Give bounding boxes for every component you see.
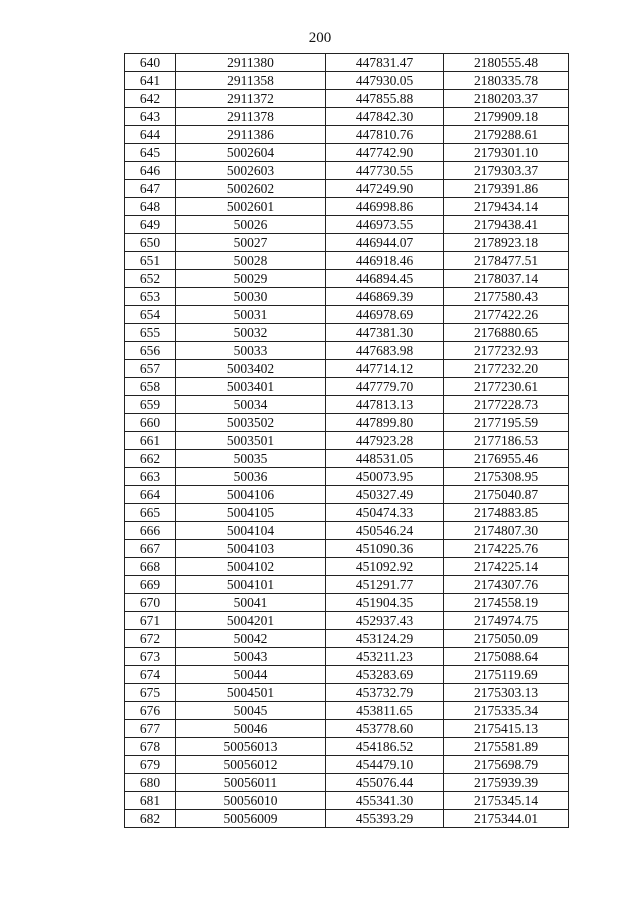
row-index-cell: 669 [125, 576, 176, 594]
x-coordinate-cell: 447842.30 [326, 108, 444, 126]
row-index-cell: 659 [125, 396, 176, 414]
x-coordinate-cell: 454479.10 [326, 756, 444, 774]
table-row [125, 342, 569, 360]
row-index-cell: 656 [125, 342, 176, 360]
x-coordinate-cell: 447779.70 [326, 378, 444, 396]
row-index-cell: 661 [125, 432, 176, 450]
point-id-cell: 50043 [176, 648, 326, 666]
y-coordinate-cell: 2174307.76 [444, 576, 569, 594]
y-coordinate-cell: 2179434.14 [444, 198, 569, 216]
y-coordinate-cell: 2175050.09 [444, 630, 569, 648]
point-id-cell: 5004106 [176, 486, 326, 504]
point-id-cell: 50031 [176, 306, 326, 324]
row-index-cell: 641 [125, 72, 176, 90]
point-id-cell: 5004201 [176, 612, 326, 630]
table-row [125, 144, 569, 162]
y-coordinate-cell: 2177422.26 [444, 306, 569, 324]
row-index-cell: 663 [125, 468, 176, 486]
y-coordinate-cell: 2179303.37 [444, 162, 569, 180]
row-index-cell: 645 [125, 144, 176, 162]
y-coordinate-cell: 2175040.87 [444, 486, 569, 504]
point-id-cell: 50030 [176, 288, 326, 306]
point-id-cell: 5003402 [176, 360, 326, 378]
row-index-cell: 652 [125, 270, 176, 288]
y-coordinate-cell: 2177232.20 [444, 360, 569, 378]
table-row [125, 522, 569, 540]
row-index-cell: 650 [125, 234, 176, 252]
y-coordinate-cell: 2176955.46 [444, 450, 569, 468]
x-coordinate-cell: 447831.47 [326, 54, 444, 72]
y-coordinate-cell: 2177228.73 [444, 396, 569, 414]
y-coordinate-cell: 2180203.37 [444, 90, 569, 108]
y-coordinate-cell: 2176880.65 [444, 324, 569, 342]
table-row [125, 630, 569, 648]
table-row [125, 432, 569, 450]
row-index-cell: 676 [125, 702, 176, 720]
row-index-cell: 666 [125, 522, 176, 540]
x-coordinate-cell: 447714.12 [326, 360, 444, 378]
x-coordinate-cell: 446998.86 [326, 198, 444, 216]
y-coordinate-cell: 2175939.39 [444, 774, 569, 792]
table-row [125, 162, 569, 180]
point-id-cell: 50056010 [176, 792, 326, 810]
page-number: 200 [308, 30, 332, 46]
row-index-cell: 678 [125, 738, 176, 756]
y-coordinate-cell: 2174883.85 [444, 504, 569, 522]
point-id-cell: 50033 [176, 342, 326, 360]
table-row [125, 738, 569, 756]
y-coordinate-cell: 2177580.43 [444, 288, 569, 306]
table-row [125, 702, 569, 720]
x-coordinate-cell: 447930.05 [326, 72, 444, 90]
x-coordinate-cell: 450327.49 [326, 486, 444, 504]
y-coordinate-cell: 2174225.76 [444, 540, 569, 558]
x-coordinate-cell: 447249.90 [326, 180, 444, 198]
x-coordinate-cell: 453283.69 [326, 666, 444, 684]
table-row [125, 414, 569, 432]
x-coordinate-cell: 447899.80 [326, 414, 444, 432]
x-coordinate-cell: 446973.55 [326, 216, 444, 234]
y-coordinate-cell: 2179391.86 [444, 180, 569, 198]
point-id-cell: 50027 [176, 234, 326, 252]
row-index-cell: 682 [125, 810, 176, 828]
table-row [125, 558, 569, 576]
row-index-cell: 680 [125, 774, 176, 792]
table-row [125, 180, 569, 198]
table-row [125, 450, 569, 468]
x-coordinate-cell: 454186.52 [326, 738, 444, 756]
x-coordinate-cell: 453732.79 [326, 684, 444, 702]
point-id-cell: 50035 [176, 450, 326, 468]
y-coordinate-cell: 2174807.30 [444, 522, 569, 540]
row-index-cell: 643 [125, 108, 176, 126]
y-coordinate-cell: 2178923.18 [444, 234, 569, 252]
x-coordinate-cell: 453778.60 [326, 720, 444, 738]
table-row [125, 486, 569, 504]
point-id-cell: 5003502 [176, 414, 326, 432]
table-row [125, 270, 569, 288]
point-id-cell: 5002601 [176, 198, 326, 216]
table-row [125, 126, 569, 144]
row-index-cell: 658 [125, 378, 176, 396]
row-index-cell: 672 [125, 630, 176, 648]
table-row [125, 288, 569, 306]
table-body [125, 54, 569, 828]
point-id-cell: 50032 [176, 324, 326, 342]
table-row [125, 468, 569, 486]
point-id-cell: 5004102 [176, 558, 326, 576]
table-row [125, 198, 569, 216]
table-row [125, 792, 569, 810]
x-coordinate-cell: 447855.88 [326, 90, 444, 108]
y-coordinate-cell: 2175303.13 [444, 684, 569, 702]
table-row [125, 504, 569, 522]
y-coordinate-cell: 2180555.48 [444, 54, 569, 72]
point-id-cell: 2911378 [176, 108, 326, 126]
y-coordinate-cell: 2177232.93 [444, 342, 569, 360]
table-row [125, 774, 569, 792]
row-index-cell: 668 [125, 558, 176, 576]
x-coordinate-cell: 446978.69 [326, 306, 444, 324]
point-id-cell: 50029 [176, 270, 326, 288]
row-index-cell: 649 [125, 216, 176, 234]
row-index-cell: 681 [125, 792, 176, 810]
x-coordinate-cell: 455393.29 [326, 810, 444, 828]
x-coordinate-cell: 447742.90 [326, 144, 444, 162]
point-id-cell: 2911358 [176, 72, 326, 90]
x-coordinate-cell: 451092.92 [326, 558, 444, 576]
x-coordinate-cell: 450474.33 [326, 504, 444, 522]
point-id-cell: 5003501 [176, 432, 326, 450]
y-coordinate-cell: 2175345.14 [444, 792, 569, 810]
y-coordinate-cell: 2175088.64 [444, 648, 569, 666]
point-id-cell: 50045 [176, 702, 326, 720]
row-index-cell: 640 [125, 54, 176, 72]
row-index-cell: 660 [125, 414, 176, 432]
point-id-cell: 50056013 [176, 738, 326, 756]
table-row [125, 90, 569, 108]
x-coordinate-cell: 446894.45 [326, 270, 444, 288]
table-row [125, 234, 569, 252]
row-index-cell: 646 [125, 162, 176, 180]
y-coordinate-cell: 2175698.79 [444, 756, 569, 774]
point-id-cell: 5004103 [176, 540, 326, 558]
table-row [125, 108, 569, 126]
point-id-cell: 5004501 [176, 684, 326, 702]
y-coordinate-cell: 2175581.89 [444, 738, 569, 756]
row-index-cell: 653 [125, 288, 176, 306]
point-id-cell: 5003401 [176, 378, 326, 396]
y-coordinate-cell: 2175344.01 [444, 810, 569, 828]
row-index-cell: 675 [125, 684, 176, 702]
y-coordinate-cell: 2177186.53 [444, 432, 569, 450]
coordinates-table [124, 53, 569, 828]
table-row [125, 810, 569, 828]
point-id-cell: 5004104 [176, 522, 326, 540]
point-id-cell: 50041 [176, 594, 326, 612]
table-row [125, 252, 569, 270]
row-index-cell: 654 [125, 306, 176, 324]
row-index-cell: 674 [125, 666, 176, 684]
x-coordinate-cell: 447381.30 [326, 324, 444, 342]
y-coordinate-cell: 2174225.14 [444, 558, 569, 576]
point-id-cell: 2911380 [176, 54, 326, 72]
y-coordinate-cell: 2174974.75 [444, 612, 569, 630]
point-id-cell: 50046 [176, 720, 326, 738]
y-coordinate-cell: 2175415.13 [444, 720, 569, 738]
row-index-cell: 657 [125, 360, 176, 378]
y-coordinate-cell: 2180335.78 [444, 72, 569, 90]
y-coordinate-cell: 2177195.59 [444, 414, 569, 432]
point-id-cell: 50044 [176, 666, 326, 684]
y-coordinate-cell: 2175335.34 [444, 702, 569, 720]
row-index-cell: 667 [125, 540, 176, 558]
x-coordinate-cell: 448531.05 [326, 450, 444, 468]
y-coordinate-cell: 2179301.10 [444, 144, 569, 162]
y-coordinate-cell: 2175119.69 [444, 666, 569, 684]
x-coordinate-cell: 450073.95 [326, 468, 444, 486]
table-row [125, 594, 569, 612]
row-index-cell: 664 [125, 486, 176, 504]
point-id-cell: 50056011 [176, 774, 326, 792]
table-row [125, 396, 569, 414]
row-index-cell: 644 [125, 126, 176, 144]
x-coordinate-cell: 451291.77 [326, 576, 444, 594]
table-row [125, 666, 569, 684]
x-coordinate-cell: 453211.23 [326, 648, 444, 666]
point-id-cell: 5004101 [176, 576, 326, 594]
table-row [125, 756, 569, 774]
row-index-cell: 679 [125, 756, 176, 774]
x-coordinate-cell: 447810.76 [326, 126, 444, 144]
x-coordinate-cell: 447683.98 [326, 342, 444, 360]
table-row [125, 72, 569, 90]
row-index-cell: 671 [125, 612, 176, 630]
x-coordinate-cell: 447730.55 [326, 162, 444, 180]
y-coordinate-cell: 2179288.61 [444, 126, 569, 144]
row-index-cell: 677 [125, 720, 176, 738]
table-row [125, 540, 569, 558]
x-coordinate-cell: 446944.07 [326, 234, 444, 252]
row-index-cell: 648 [125, 198, 176, 216]
x-coordinate-cell: 451904.35 [326, 594, 444, 612]
row-index-cell: 651 [125, 252, 176, 270]
table-row [125, 360, 569, 378]
row-index-cell: 662 [125, 450, 176, 468]
table-row [125, 576, 569, 594]
row-index-cell: 655 [125, 324, 176, 342]
y-coordinate-cell: 2178477.51 [444, 252, 569, 270]
x-coordinate-cell: 455076.44 [326, 774, 444, 792]
x-coordinate-cell: 446869.39 [326, 288, 444, 306]
x-coordinate-cell: 450546.24 [326, 522, 444, 540]
table-row [125, 684, 569, 702]
x-coordinate-cell: 452937.43 [326, 612, 444, 630]
point-id-cell: 50036 [176, 468, 326, 486]
y-coordinate-cell: 2177230.61 [444, 378, 569, 396]
table-row [125, 216, 569, 234]
table-row [125, 324, 569, 342]
point-id-cell: 5004105 [176, 504, 326, 522]
row-index-cell: 647 [125, 180, 176, 198]
point-id-cell: 5002602 [176, 180, 326, 198]
row-index-cell: 670 [125, 594, 176, 612]
y-coordinate-cell: 2175308.95 [444, 468, 569, 486]
row-index-cell: 665 [125, 504, 176, 522]
y-coordinate-cell: 2174558.19 [444, 594, 569, 612]
point-id-cell: 2911372 [176, 90, 326, 108]
y-coordinate-cell: 2179909.18 [444, 108, 569, 126]
point-id-cell: 50028 [176, 252, 326, 270]
point-id-cell: 50026 [176, 216, 326, 234]
x-coordinate-cell: 453811.65 [326, 702, 444, 720]
x-coordinate-cell: 447923.28 [326, 432, 444, 450]
y-coordinate-cell: 2179438.41 [444, 216, 569, 234]
table-row [125, 612, 569, 630]
x-coordinate-cell: 455341.30 [326, 792, 444, 810]
x-coordinate-cell: 446918.46 [326, 252, 444, 270]
point-id-cell: 5002603 [176, 162, 326, 180]
table-row [125, 648, 569, 666]
point-id-cell: 5002604 [176, 144, 326, 162]
table-row [125, 378, 569, 396]
row-index-cell: 642 [125, 90, 176, 108]
x-coordinate-cell: 453124.29 [326, 630, 444, 648]
table-row [125, 306, 569, 324]
y-coordinate-cell: 2178037.14 [444, 270, 569, 288]
table-row [125, 54, 569, 72]
x-coordinate-cell: 447813.13 [326, 396, 444, 414]
point-id-cell: 50056009 [176, 810, 326, 828]
row-index-cell: 673 [125, 648, 176, 666]
point-id-cell: 50056012 [176, 756, 326, 774]
table-row [125, 720, 569, 738]
point-id-cell: 50042 [176, 630, 326, 648]
point-id-cell: 2911386 [176, 126, 326, 144]
x-coordinate-cell: 451090.36 [326, 540, 444, 558]
point-id-cell: 50034 [176, 396, 326, 414]
